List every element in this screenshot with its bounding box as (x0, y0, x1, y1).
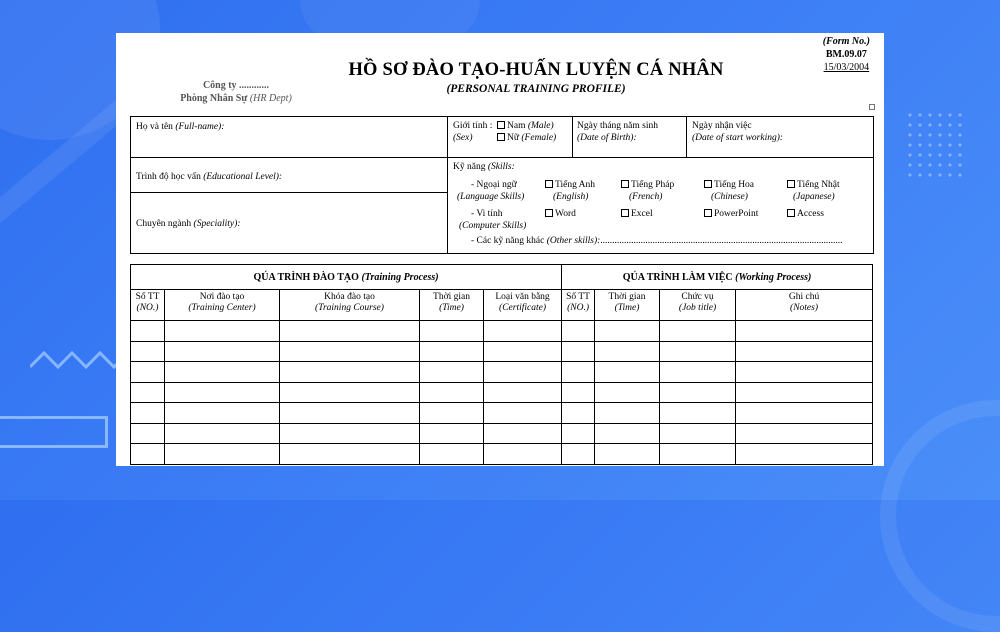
table-cell[interactable] (595, 423, 660, 444)
dob-label-en: (Date of Birth): (577, 133, 637, 143)
table-cell[interactable] (484, 382, 562, 403)
table-cell[interactable] (484, 403, 562, 424)
form-code: BM.09.07 (825, 49, 867, 60)
training-column-header: Thời gian (Time) (420, 290, 484, 321)
lang-french-checkbox[interactable]: Tiếng Pháp (621, 179, 674, 191)
checkbox-icon (704, 209, 712, 217)
table-cell[interactable] (484, 423, 562, 444)
department-name: Phòng Nhân Sự (180, 93, 248, 104)
training-column-header: Loại văn bằng (Certificate) (484, 290, 562, 321)
table-cell[interactable] (660, 444, 736, 465)
other-skills-label: - Các kỹ năng khác (Other skills):...................................................................................................... (471, 236, 843, 246)
table-cell[interactable] (595, 362, 660, 383)
table-cell[interactable] (736, 362, 873, 383)
lang-english-checkbox[interactable]: Tiếng Anh (545, 179, 595, 191)
table-cell[interactable] (484, 362, 562, 383)
other-skills-dots: ...................................................................................................... (600, 236, 843, 246)
table-cell[interactable] (165, 444, 280, 465)
table-cell[interactable] (736, 382, 873, 403)
table-cell[interactable] (660, 403, 736, 424)
checkbox-icon (787, 209, 795, 217)
start-date-label: Ngày nhận việc (692, 121, 752, 131)
table-row (131, 341, 873, 362)
company-block (166, 79, 306, 105)
table-cell[interactable] (131, 403, 165, 424)
table-cell[interactable] (280, 444, 420, 465)
table-cell[interactable] (165, 403, 280, 424)
table-cell[interactable] (595, 403, 660, 424)
table-cell[interactable] (131, 362, 165, 383)
table-cell[interactable] (660, 362, 736, 383)
form-number-block (823, 35, 870, 74)
page-title: HỒ SƠ ĐÀO TẠO-HUẤN LUYỆN CÁ NHÂN (348, 60, 724, 80)
table-cell[interactable] (484, 321, 562, 342)
table-cell[interactable] (660, 341, 736, 362)
table-cell[interactable] (562, 423, 595, 444)
training-column-header: Nơi đào tạo (Training Center) (165, 290, 280, 321)
skills-label: Kỹ năng (Skills: (453, 162, 515, 172)
table-cell[interactable] (736, 403, 873, 424)
form-no-label: (Form No.) (822, 36, 870, 47)
page-subtitle: (PERSONAL TRAINING PROFILE) (446, 83, 626, 95)
personal-info-section (130, 116, 874, 254)
decor-ring (880, 400, 1000, 632)
table-cell[interactable] (660, 382, 736, 403)
work-column-header: Số TT (NO.) (562, 290, 595, 321)
table-cell[interactable] (562, 403, 595, 424)
table-cell[interactable] (131, 321, 165, 342)
computer-powerpoint-checkbox[interactable]: PowerPoint (704, 208, 758, 220)
lang-french-en: (French) (629, 192, 663, 202)
checkbox-icon (787, 180, 795, 188)
lang-english-en: (English) (553, 192, 589, 202)
computer-excel-checkbox[interactable]: Excel (621, 208, 653, 220)
table-cell[interactable] (736, 341, 873, 362)
checkbox-icon (545, 209, 553, 217)
table-cell[interactable] (165, 423, 280, 444)
table-cell[interactable] (131, 341, 165, 362)
table-cell[interactable] (484, 341, 562, 362)
start-date-label-en: (Date of start working): (692, 133, 784, 143)
table-cell[interactable] (562, 382, 595, 403)
table-row (131, 444, 873, 465)
gender-female-checkbox[interactable]: Nữ (Female) (497, 132, 556, 144)
language-skills-label: - Ngoại ngữ (471, 180, 517, 190)
computer-word-checkbox[interactable]: Word (545, 208, 576, 220)
table-cell[interactable] (280, 341, 420, 362)
table-cell[interactable] (131, 382, 165, 403)
computer-access-checkbox[interactable]: Access (787, 208, 824, 220)
table-cell[interactable] (165, 382, 280, 403)
checkbox-icon (621, 180, 629, 188)
lang-chinese-en: (Chinese) (711, 192, 748, 202)
gender-male-checkbox[interactable]: Nam (Male) (497, 120, 554, 132)
table-cell[interactable] (736, 444, 873, 465)
checkbox-icon (497, 133, 505, 141)
table-cell[interactable] (131, 444, 165, 465)
table-cell[interactable] (595, 382, 660, 403)
table-cell[interactable] (280, 362, 420, 383)
table-cell[interactable] (420, 382, 484, 403)
work-column-header: Thời gian (Time) (595, 290, 660, 321)
language-skills-label-en: (Language Skills) (457, 192, 525, 202)
table-cell[interactable] (420, 321, 484, 342)
decor-rectangle (0, 416, 108, 448)
table-cell[interactable] (165, 341, 280, 362)
table-cell[interactable] (420, 362, 484, 383)
table-cell[interactable] (484, 444, 562, 465)
decor-zigzag (30, 345, 130, 375)
checkbox-icon (704, 180, 712, 188)
checkbox-icon (545, 180, 553, 188)
table-cell[interactable] (595, 341, 660, 362)
decor-dots (905, 110, 965, 180)
gender-label-en: (Sex) (453, 133, 473, 143)
full-name-label: Họ và tên (Full-name): (136, 122, 225, 132)
checkbox-icon (621, 209, 629, 217)
table-cell[interactable] (420, 403, 484, 424)
table-cell[interactable] (736, 423, 873, 444)
computer-skills-label-en: (Computer Skills) (459, 221, 527, 231)
table-cell[interactable] (280, 382, 420, 403)
lang-japanese-en: (Japanese) (793, 192, 835, 202)
table-row (131, 382, 873, 403)
table-cell[interactable] (595, 321, 660, 342)
table-cell[interactable] (280, 423, 420, 444)
table-row (131, 403, 873, 424)
work-column-header: Ghi chú (Notes) (736, 290, 873, 321)
education-label: Trình độ học vấn (Educational Level): (136, 172, 283, 182)
form-date: 15/03/2004 (823, 62, 870, 73)
dob-label: Ngày tháng năm sinh (577, 121, 659, 131)
table-cell[interactable] (420, 423, 484, 444)
company-name: Công ty ............ (202, 80, 270, 91)
training-column-header: Số TT (NO.) (131, 290, 165, 321)
lang-chinese-checkbox[interactable]: Tiếng Hoa (704, 179, 754, 191)
training-column-header: Khóa đào tạo (Training Course) (280, 290, 420, 321)
table-row (131, 362, 873, 383)
table-cell[interactable] (280, 403, 420, 424)
table-row (131, 423, 873, 444)
table-cell[interactable] (131, 423, 165, 444)
checkbox-icon (497, 121, 505, 129)
work-column-header: Chức vụ (Job title) (660, 290, 736, 321)
speciality-label: Chuyên ngành (Speciality): (136, 219, 241, 229)
small-square-icon (869, 104, 875, 110)
training-process-header: QÚA TRÌNH ĐÀO TẠO (Training Process) (131, 265, 562, 290)
gender-label: Giới tính : (453, 121, 493, 131)
table-cell[interactable] (660, 321, 736, 342)
table-cell[interactable] (165, 321, 280, 342)
table-cell[interactable] (420, 341, 484, 362)
table-cell[interactable] (562, 321, 595, 342)
table-cell[interactable] (562, 444, 595, 465)
process-table (130, 264, 873, 465)
table-cell[interactable] (562, 362, 595, 383)
table-cell[interactable] (736, 321, 873, 342)
lang-japanese-checkbox[interactable]: Tiếng Nhật (787, 179, 840, 191)
form-paper (116, 33, 884, 466)
department-name-en: (HR Dept) (249, 93, 292, 104)
computer-skills-label: - Vi tính (471, 209, 503, 219)
table-cell[interactable] (165, 362, 280, 383)
table-row (131, 321, 873, 342)
table-cell[interactable] (420, 444, 484, 465)
table-cell[interactable] (562, 341, 595, 362)
table-cell[interactable] (595, 444, 660, 465)
table-cell[interactable] (280, 321, 420, 342)
table-cell[interactable] (660, 423, 736, 444)
working-process-header: QÚA TRÌNH LÀM VIỆC (Working Process) (562, 265, 873, 290)
